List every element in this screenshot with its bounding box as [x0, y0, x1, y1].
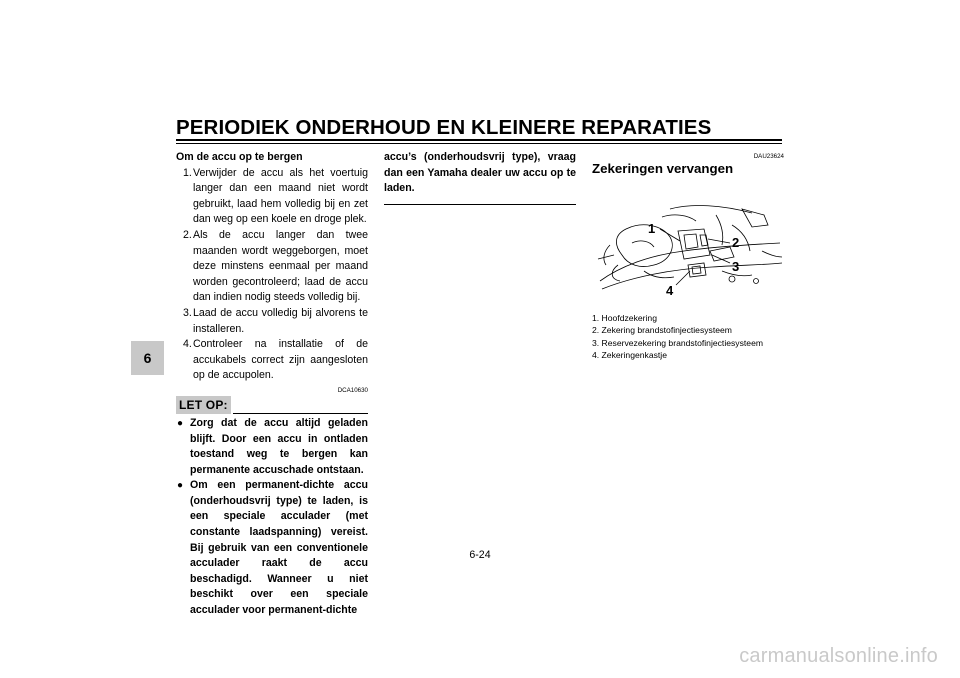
- callout-label: 2: [732, 235, 740, 250]
- legend-item: 4. Zekeringenkastje: [592, 350, 667, 361]
- section-title: Zekeringen vervangen: [592, 161, 734, 176]
- callout-line-4: [676, 271, 690, 285]
- callout-label: 4: [666, 283, 674, 298]
- callout-label: 3: [732, 259, 740, 274]
- fuse-figure: [592, 185, 784, 305]
- storage-step: 1. Verwijder de accu als het voertuig langer dan een maand niet wordt gebruikt, laad hem volledig bij en zet dan weg op een koele en droge plek.: [183, 166, 368, 226]
- column-left: [176, 150, 368, 619]
- notice-label: LET OP:: [176, 396, 231, 414]
- watermark: carmanualsonline.info: [739, 645, 938, 667]
- notice-code: DCA10630: [337, 386, 368, 394]
- legend-item: 2. Zekering brandstofinjectiesysteem: [592, 325, 732, 336]
- callout-line-1: [660, 229, 680, 241]
- notice-bullets: [176, 416, 368, 619]
- notice-bullet: ● Zorg dat de accu altijd geladen blijft. Door een accu in ontladen toestand weg te bergen kan permanente accuschade ontstaan.: [177, 416, 368, 476]
- legend-item: 3. Reservezekering brandstofinjectiesysteem: [592, 337, 764, 348]
- section-code: DAU23624: [753, 153, 784, 160]
- fuse-box-illustration: [592, 185, 784, 305]
- notice-bullet: ● Om een permanent-dichte accu (onderhoudsvrij type) te laden, is een speciale acculader (met constante laadspanning) vereist. Bij gebruik van een conventionele acculader raakt de accu beschadigd. Wanneer u niet beschikt over een speciale acculader voor permanent-dichte: [177, 479, 368, 617]
- storage-step: 3. Laad de accu volledig bij alvorens te installeren.: [183, 306, 368, 335]
- column-middle: [384, 150, 576, 205]
- page-title: PERIODIEK ONDERHOUD EN KLEINERE REPARATIES: [176, 116, 712, 139]
- storage-heading: Om de accu op te bergen: [176, 151, 303, 163]
- chapter-tab: 6: [131, 341, 164, 375]
- callout-label: 1: [648, 221, 656, 236]
- legend-item: 1. Hoofdzekering: [592, 313, 657, 323]
- header-rule-thin: [176, 143, 782, 144]
- figure-legend: [592, 312, 784, 362]
- callout-line-2: [708, 239, 730, 243]
- notice-rule: [233, 412, 368, 414]
- column-right: [592, 150, 784, 362]
- notice-end-rule: [384, 204, 576, 205]
- callout-line-3: [712, 255, 730, 263]
- bullet-icon: ●: [177, 417, 184, 429]
- page-number: 6-24: [469, 549, 491, 561]
- storage-steps: [176, 166, 368, 384]
- bullet-icon: ●: [177, 480, 184, 492]
- storage-step: 4. Controleer na installatie of de accukabels correct zijn aangesloten op de accupolen.: [183, 338, 368, 382]
- storage-step: 2. Als de accu langer dan twee maanden wordt weggeborgen, moet deze minstens eenmaal per maand worden gecontroleerd; laad de accu dan indien nodig steeds volledig bij.: [183, 228, 368, 304]
- notice-continuation: accu’s (onderhoudsvrij type), vraag dan een Yamaha dealer uw accu op te laden.: [384, 151, 576, 195]
- header-rule: [176, 139, 782, 141]
- notice-header: [176, 396, 368, 414]
